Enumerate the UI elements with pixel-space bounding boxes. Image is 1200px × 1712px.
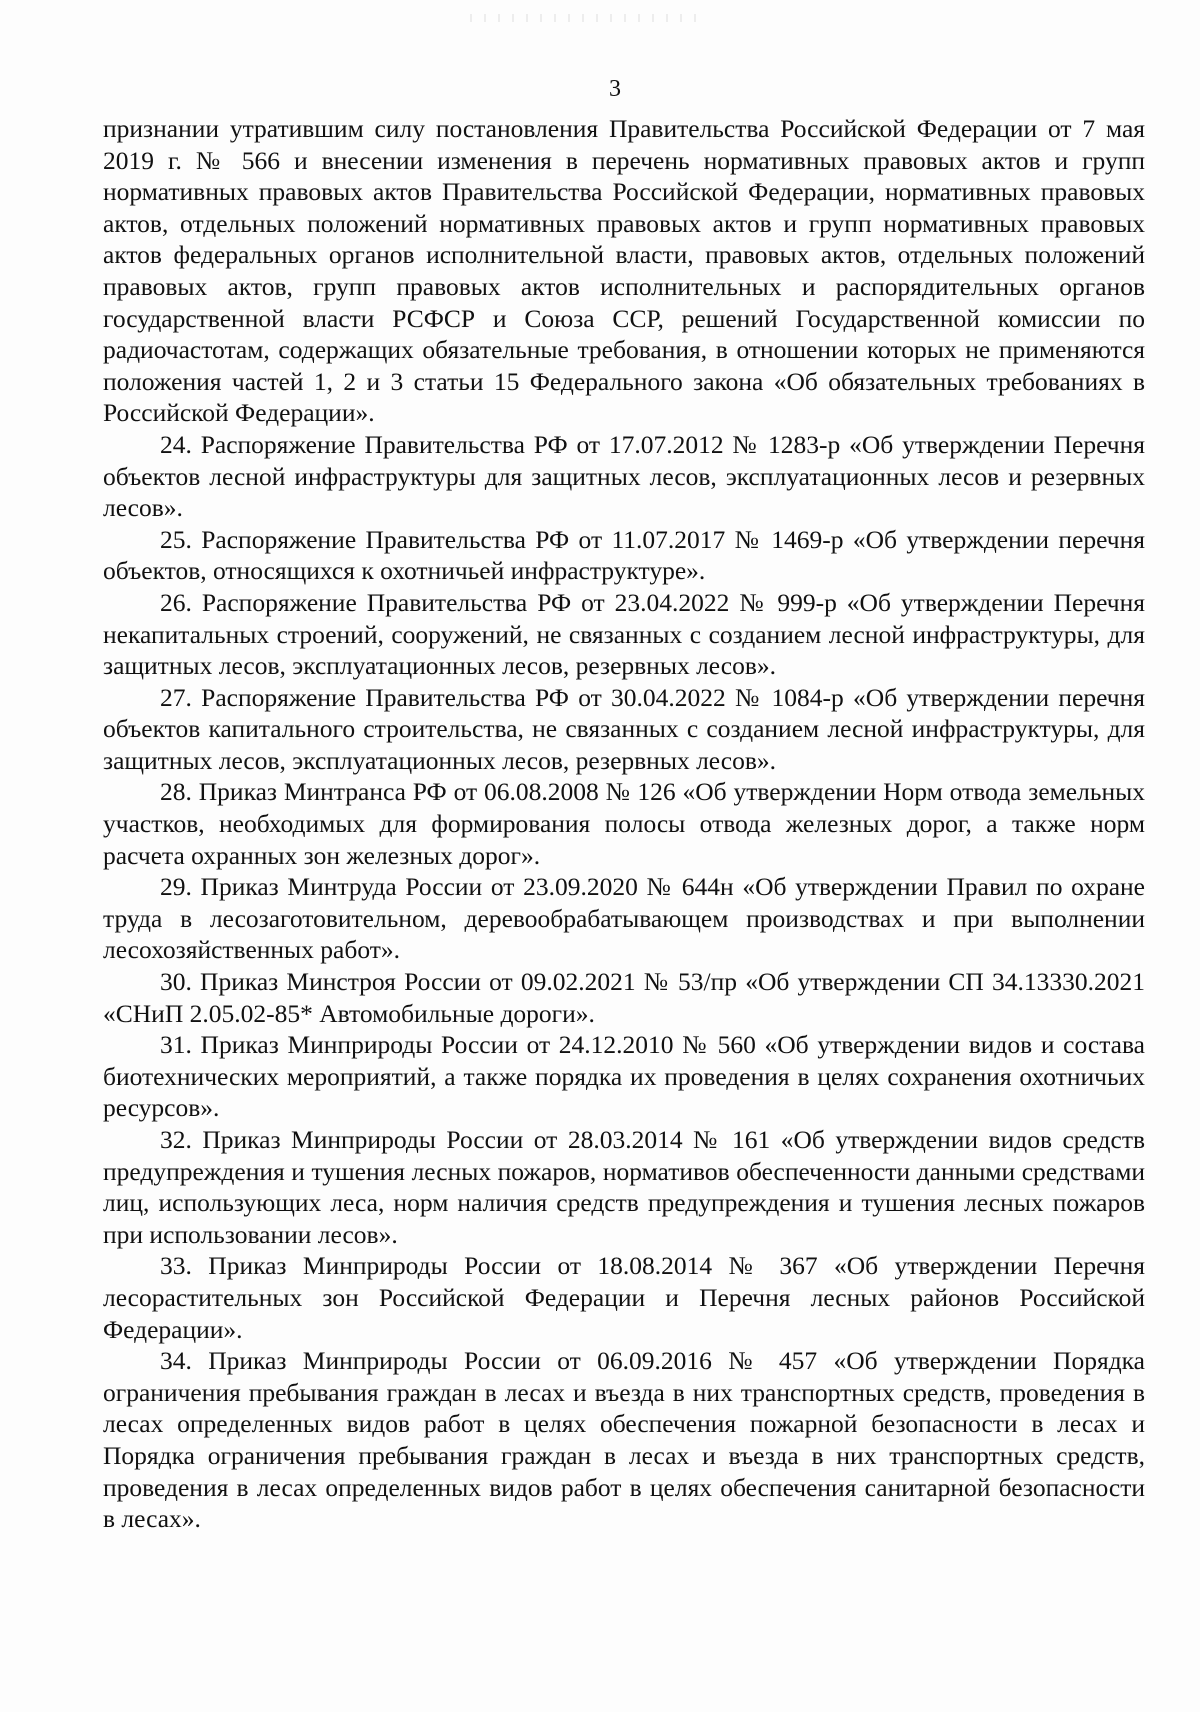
document-body — [103, 113, 1145, 1535]
list-item-26: 26. Распоряжение Правительства РФ от 23.04.2022 № 999-р «Об утверждении Перечня некапитальных строений, сооружений, не связанных с созданием лесной инфраструктуры, для защитных лесов, эксплуатационных лесов, резервных лесов». — [103, 587, 1145, 681]
list-item-31: 31. Приказ Минприроды России от 24.12.2010 № 560 «Об утверждении видов и состава биотехнических мероприятий, а также порядка их проведения в целях сохранения охотничьих ресурсов». — [103, 1030, 1145, 1123]
scan-artifact — [470, 14, 700, 22]
list-item-28: 28. Приказ Минтранса РФ от 06.08.2008 № 126 «Об утверждении Норм отвода земельных участков, необходимых для формирования полосы отвода железных дорог, а также норм расчета охранных зон железных дорог». — [103, 777, 1145, 870]
list-item-33: 33. Приказ Минприроды России от 18.08.2014 № 367 «Об утверждении Перечня лесорастительных зон Российской Федерации и Перечня лесных районов Российской Федерации». — [103, 1251, 1145, 1344]
continuation-paragraph: признании утратившим силу постановления Правительства Российской Федерации от 7 мая 2019 г. № 566 и внесении изменения в перечень нормативных правовых актов и групп нормативных правовых актов Правительства Российской Федерации, нормативных правовых актов, отдельных положений нормативных правовых актов и групп нормативных правовых актов федеральных органов исполнительной власти, правовых актов, отдельных положений правовых актов, групп правовых актов исполнительных и распорядительных органов государственной власти РСФСР и Союза ССР, решений Государственной комиссии по радиочастотам, содержащих обязательные требования, в отношении которых не применяются положения частей 1, 2 и 3 статьи 15 Федерального закона «Об обязательных требованиях в Российской Федерации». — [103, 114, 1145, 428]
list-item-27: 27. Распоряжение Правительства РФ от 30.04.2022 № 1084-р «Об утверждении перечня объектов капитального строительства, не связанных с созданием лесной инфраструктуры, для защитных лесов, эксплуатационных лесов, резервных лесов». — [103, 682, 1145, 775]
list-item-32: 32. Приказ Минприроды России от 28.03.2014 № 161 «Об утверждении видов средств предупреждения и тушения лесных пожаров, нормативов обеспеченности данными средствами лиц, использующих леса, норм наличия средств предупреждения и тушения лесных пожаров при использовании лесов». — [103, 1125, 1145, 1249]
list-item-34: 34. Приказ Минприроды России от 06.09.2016 № 457 «Об утверждении Порядка ограничения пребывания граждан в лесах и въезда в них транспортных средств, проведения в лесах определенных видов работ в целях обеспечения пожарной безопасности в лесах и Порядка ограничения пребывания граждан в лесах и въезда в них транспортных средств, проведения в лесах определенных видов работ в целях обеспечения санитарной безопасности в лесах». — [103, 1346, 1145, 1534]
page-number: 3 — [609, 76, 621, 102]
list-item-29: 29. Приказ Минтруда России от 23.09.2020 № 644н «Об утверждении Правил по охране труда в лесозаготовительном, деревообрабатывающем производствах и при выполнении лесохозяйственных работ». — [103, 872, 1145, 965]
list-item-24: 24. Распоряжение Правительства РФ от 17.07.2012 № 1283-р «Об утверждении Перечня объектов лесной инфраструктуры для защитных лесов, эксплуатационных лесов и резервных лесов». — [103, 429, 1145, 523]
list-item-25: 25. Распоряжение Правительства РФ от 11.07.2017 № 1469-р «Об утверждении перечня объектов, относящихся к охотничьей инфраструктуре». — [103, 524, 1145, 586]
list-item-30: 30. Приказ Минстроя России от 09.02.2021 № 53/пр «Об утверждении СП 34.13330.2021 «СНиП 2.05.02-85* Автомобильные дороги». — [103, 967, 1145, 1028]
